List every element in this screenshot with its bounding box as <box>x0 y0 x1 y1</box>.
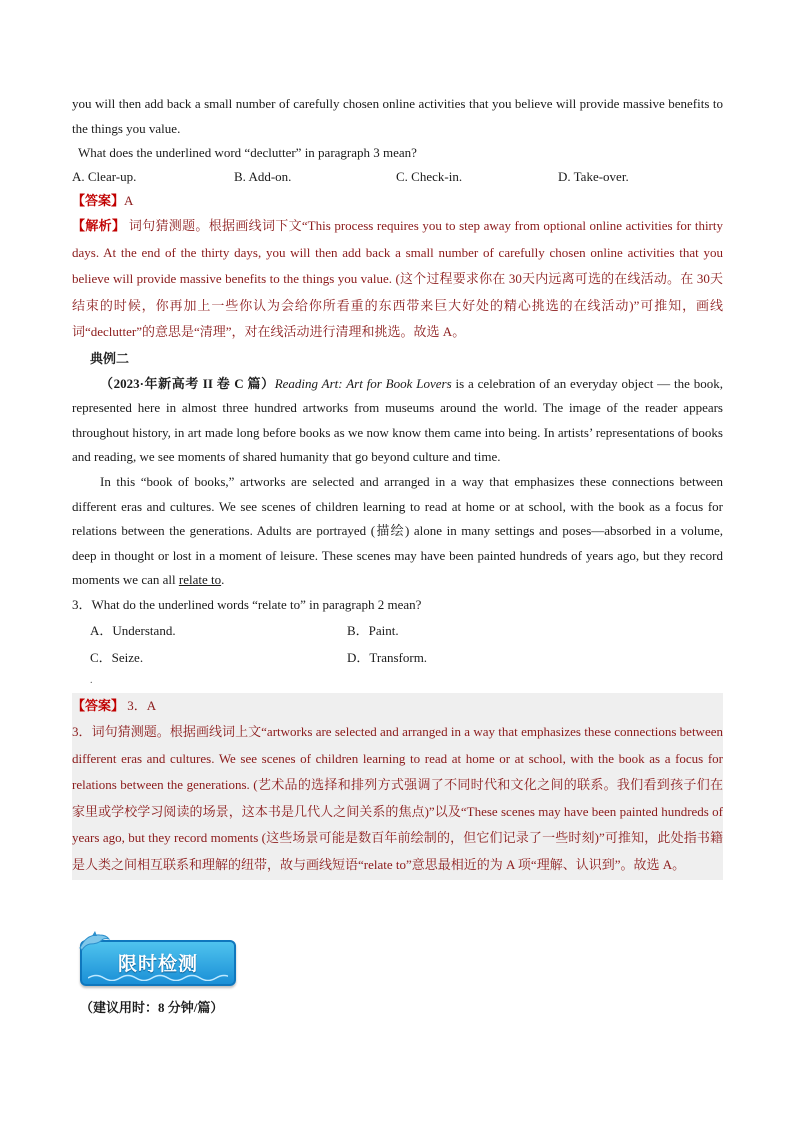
paragraph-2-end: . <box>221 572 225 588</box>
option-b: B. Add-on. <box>234 169 292 185</box>
wave-icon <box>88 973 228 981</box>
analysis-3: 3．词句猜测题。根据画线词上文“artworks are selected and arranged in a way that emphasizes these connections between different eras and cultures. We see scenes of children learning to read at home or at school, with the book as a focus for relations between the generations. (艺术品的选择和排列方式强调了不同时代和文化之间的联系。我们看到孩子们在家里或学校学习阅读的场景，这本书是几代人之间关系的焦点)”以及“These scenes may have been painted hundreds of years ago, but they record moments (这些场景可能是数百年前绘制的，但它们记录了一些时刻)”可推知，此处指书籍是人类之间相互联系和理解的纽带，故与画线短语“relate to”意思最相近的为 A 项“理解、认识到”。故选 A。 <box>72 724 723 872</box>
option-c: C. Check-in. <box>396 169 463 185</box>
question-3-options <box>72 617 723 671</box>
answer-3 <box>72 693 723 719</box>
badge-label: 限时检测 <box>117 953 198 975</box>
option-a: A．Understand. <box>90 623 176 639</box>
book-title: Reading Art: Art for Book Lovers <box>274 375 452 391</box>
answer-tag: 【答案】 <box>72 193 125 209</box>
option-c: C．Seize. <box>90 650 144 666</box>
answer-1 <box>72 189 723 213</box>
answer-box <box>72 693 723 880</box>
option-d: D. Take-over. <box>558 169 629 185</box>
underlined-phrase: relate to <box>178 572 222 588</box>
analysis-text: 词句猜测题。根据画线词下文“This process requires you to step away from optional online activities for thirty days. At the end of the thirty days, you will then add back a small number of carefully chosen online activities that you believe will provide massive benefits to the things you value. (这个过程要求你在 30天内远离可选的在线活动。在 30天结束的时候，你再加上一些你认为会给你所看重的东西带来巨大好处的精心挑选的在线活动)”可推知，画线词“declutter”的意思是“清理”，对在线活动进行清理和挑选。故选 A。 <box>72 218 723 340</box>
paragraph-2-text: In this “book of books,” artworks are selected and arranged in a way that emphasizes these connections between different eras and cultures. We see scenes of children learning to read at home or at school, with the book as a focus for relations between the generations. Adults are portrayed (描绘) alone in many settings and poses—absorbed in a volume, deep in thought or lost in a moment of leisure. These scenes may have been painted hundreds of years ago, but they record moments we can all <box>72 474 723 588</box>
section-title: 典例二 <box>90 350 130 366</box>
passage-tail: you will then add back a small number of carefully chosen online activities that you believe will provide massive benefits to the things you value. <box>72 96 723 136</box>
passage2-paragraph-2 <box>72 470 723 593</box>
stray-dot: . <box>90 675 93 687</box>
question-1-options <box>72 165 723 189</box>
option-b: B．Paint. <box>347 623 399 639</box>
dolphin-icon <box>78 930 112 952</box>
answer-tag: 【答案】 <box>72 698 125 714</box>
document-body <box>72 92 723 880</box>
question-3: 3．What do the underlined words “relate to” in paragraph 2 mean? <box>72 597 422 613</box>
option-d: D．Transform. <box>347 650 428 666</box>
analysis-tag: 【解析】 <box>72 218 126 234</box>
analysis-1 <box>72 213 723 346</box>
passage2-paragraph-1 <box>72 372 723 470</box>
answer-value: A <box>124 193 134 209</box>
source-label: （2023·年新高考 II 卷 C 篇） <box>100 375 275 391</box>
question-1: What does the underlined word “declutter” in paragraph 3 mean? <box>78 145 417 161</box>
answer-value: 3．A <box>124 698 157 714</box>
suggested-time: （建议用时：8 分钟/篇） <box>80 1000 224 1015</box>
option-a: A. Clear-up. <box>72 169 137 185</box>
paragraph-1-text: is a celebration of an everyday object — the book, represented here in almost three hundred artworks from museums around the world. The image of the reader appears throughout history, in art made long before books as we now know them came into being. In artists’ representations of books and reading, we see moments of shared humanity that go beyond culture and time. <box>72 375 723 465</box>
timed-test-badge <box>78 930 236 988</box>
